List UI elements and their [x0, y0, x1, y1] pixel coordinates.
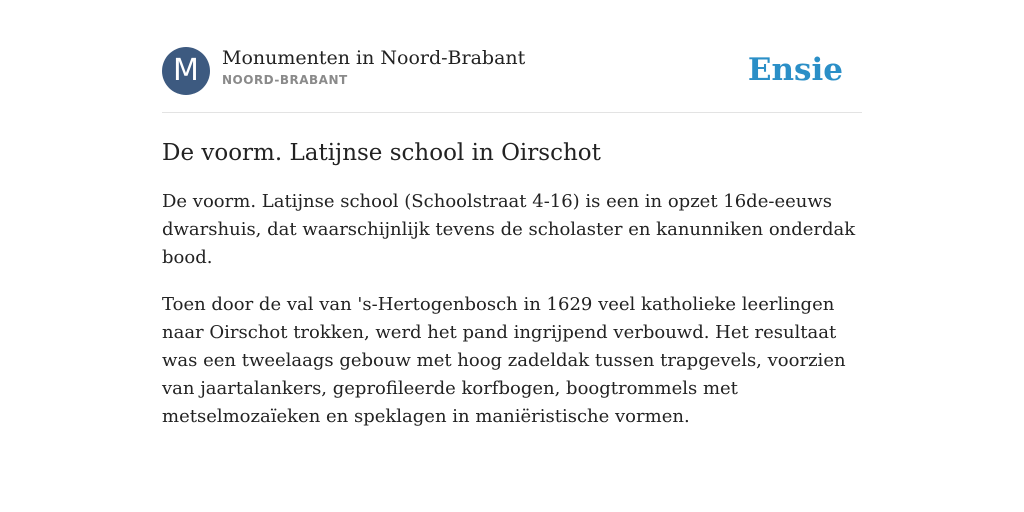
collection-subtitle[interactable]: NOORD-BRABANT [222, 73, 348, 87]
collection-title[interactable]: Monumenten in Noord-Brabant [222, 47, 526, 69]
brand-logo[interactable]: Ensie [747, 52, 843, 88]
article-paragraph-1: De voorm. Latijnse school (Schoolstraat 4-16) is een in opzet 16de-eeuws dwarshuis, dat waarschijnlijk tevens de scholaster en kanunniken onderdak bood. [162, 191, 856, 268]
collection-avatar[interactable]: M [162, 47, 210, 95]
article-paragraph-2: Toen door de val van 's-Hertogenbosch in 1629 veel katholieke leerlingen naar Oirschot trokken, werd het pand ingrijpend verbouwd. Het resultaat was een tweelaags gebouw met hoog zadeldak tussen trapgevels, voorzien van jaartalankers, geprofileerde korfbogen, boogtrommels met metselmozaïeken en speklagen in maniëristische vormen. [162, 294, 846, 427]
article-card [162, 0, 862, 431]
collection-header [162, 0, 862, 113]
collection-title-group [222, 46, 525, 87]
article-title: De voorm. Latijnse school in Oirschot [162, 140, 601, 166]
